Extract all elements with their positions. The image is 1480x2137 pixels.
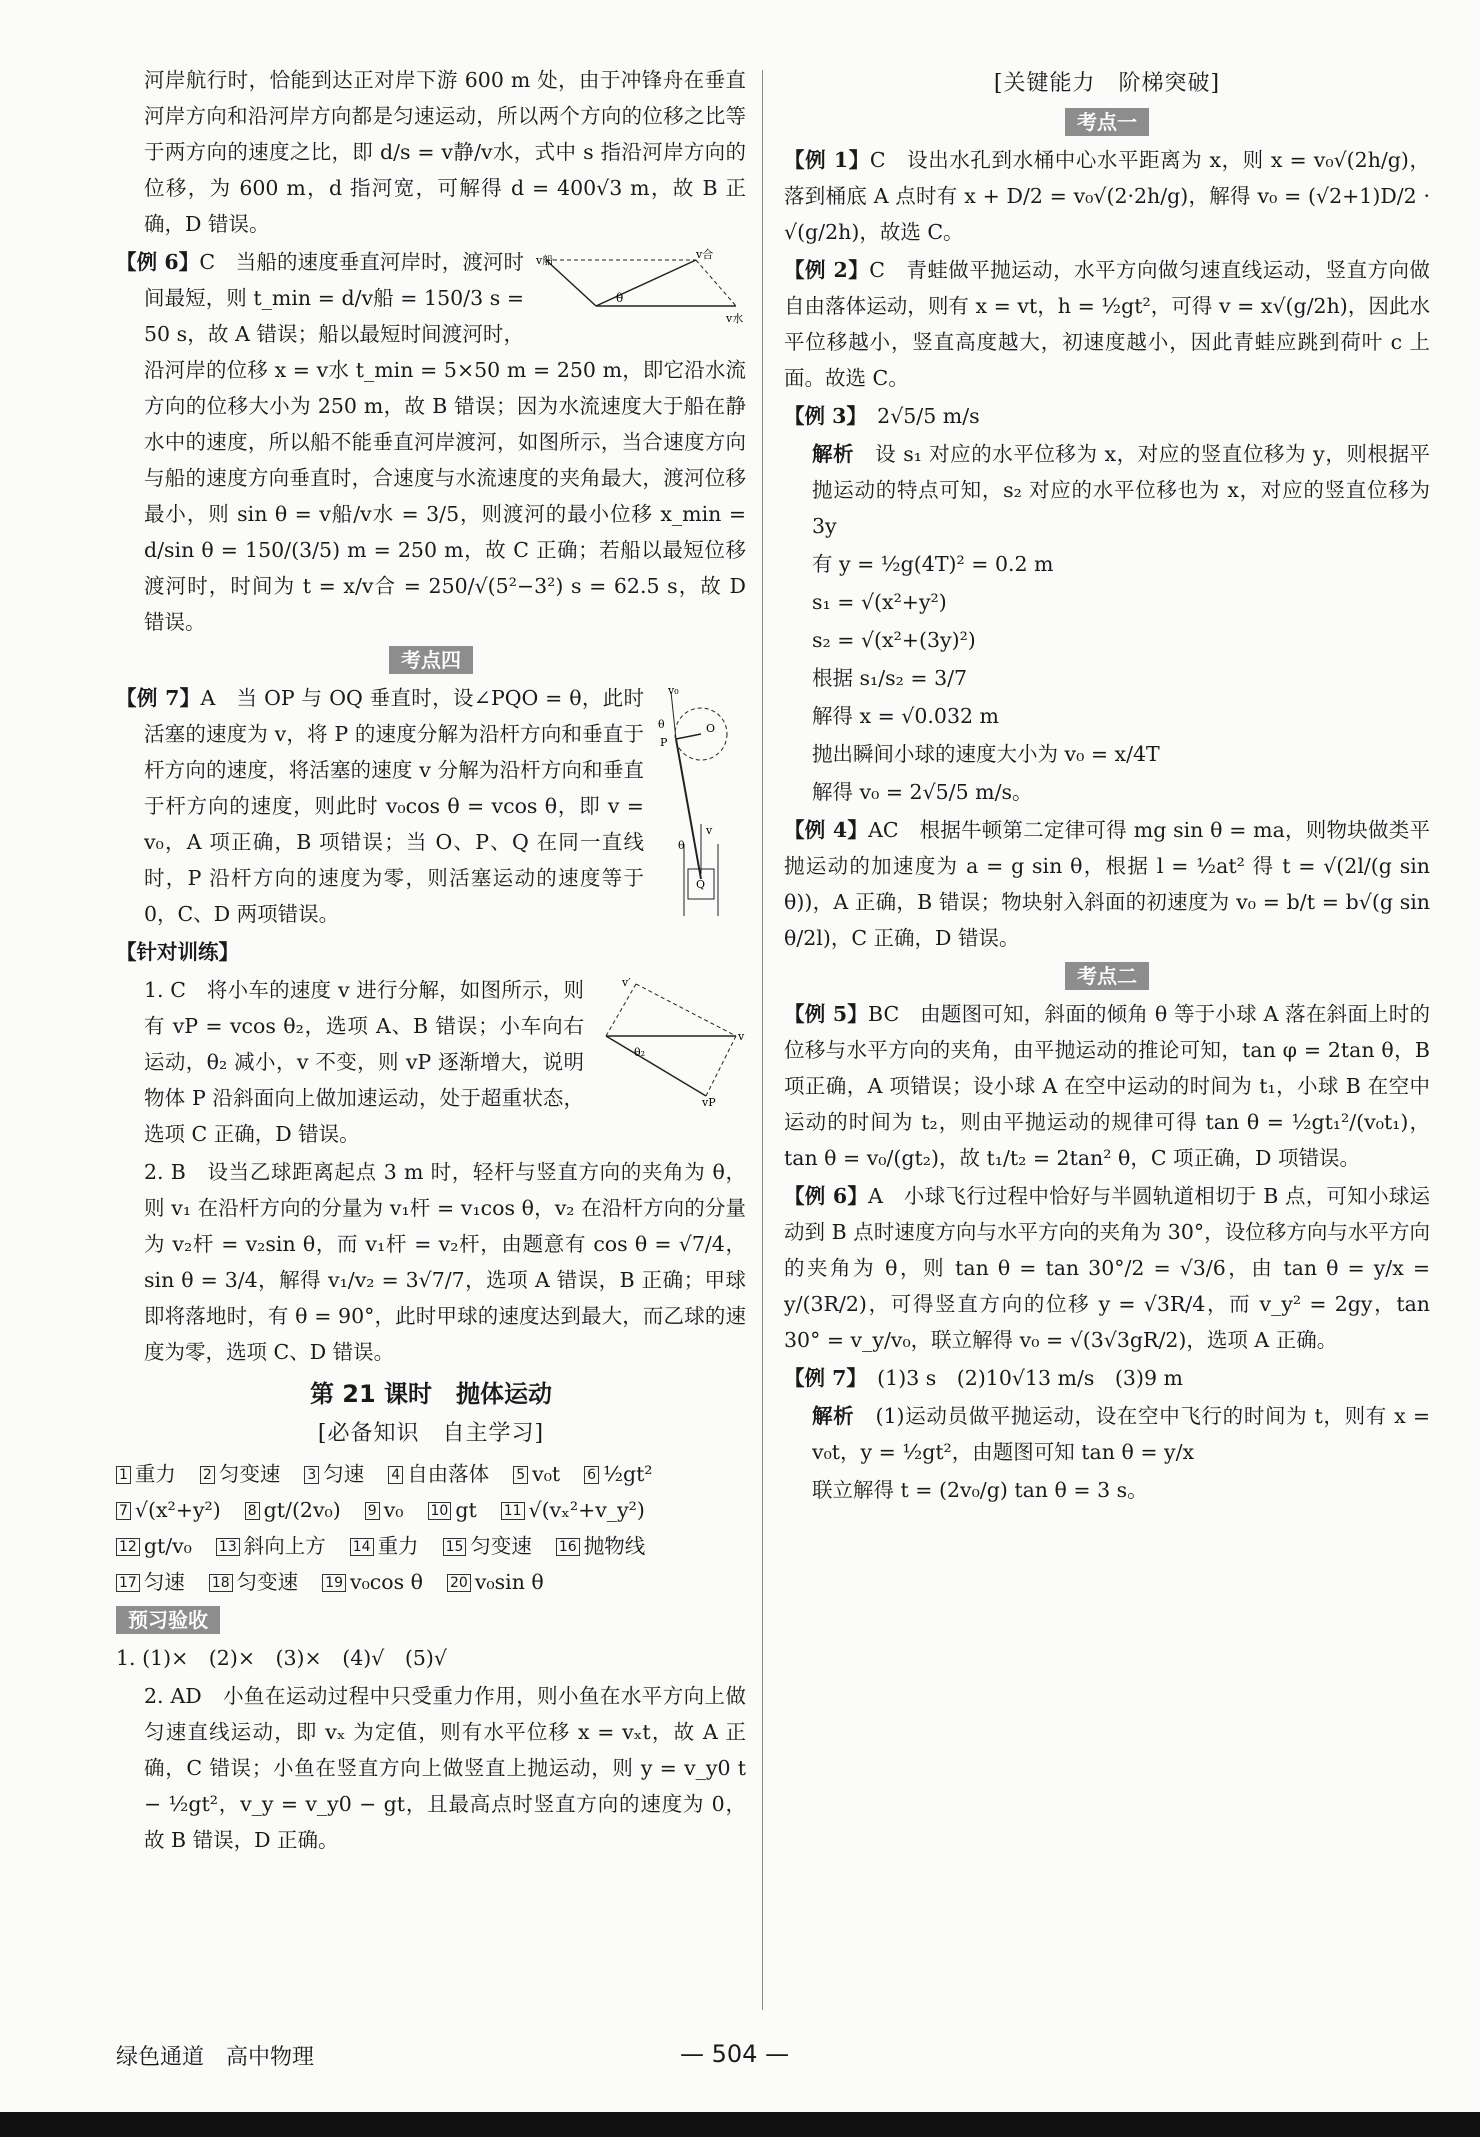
right-example-7 <box>784 1360 1430 1396</box>
fig-label: v <box>706 824 713 837</box>
preview-item-2: 2. AD 小鱼在运动过程中只受重力作用，则小鱼在水平方向上做匀速直线运动，即 vₓ 为定值，则有水平位移 x = vₓt，故 A 正确，C 错误；小鱼在竖直方向上做竖直上抛运动，则 y = v_y0 t − ½gt²，v_y = v_y0 − gt，且最高点时竖直方向的速度为 0，故 B 错误，D 正确。 <box>144 1684 746 1852</box>
answer-number: 17 <box>116 1574 140 1592</box>
lesson-title: 第 21 课时 抛体运动 <box>309 1380 553 1408</box>
analysis-7-end: 联立解得 t = (2v₀/g) tan θ = 3 s。 <box>812 1478 1148 1502</box>
formula-line: 有 y = ½g(4T)² = 0.2 m <box>812 552 1054 576</box>
piston-figure <box>656 684 746 924</box>
fig-label: θ <box>678 839 685 852</box>
answer-text: gt/v₀ <box>143 1534 192 1558</box>
fill-blank-answers <box>116 1456 746 1600</box>
analysis-label: 解析 <box>812 1404 855 1428</box>
fill-answer <box>428 1492 477 1528</box>
answer-text: 匀变速 <box>218 1462 281 1486</box>
answer-text: gt/(2v₀) <box>263 1498 341 1522</box>
example-7-left <box>116 680 746 932</box>
fill-answer <box>350 1528 419 1564</box>
right-example-1 <box>784 142 1430 250</box>
cart-velocity-figure <box>596 976 746 1106</box>
answer-number: 5 <box>513 1466 528 1484</box>
example-6-left <box>116 244 746 640</box>
section-badge: 考点四 <box>389 646 473 674</box>
answer-number: 12 <box>116 1538 140 1556</box>
page-number: — 504 — <box>680 2040 790 2068</box>
training-item-1 <box>116 972 746 1152</box>
example-label: 【例 1】 <box>784 148 870 172</box>
answer-text: √(x²+y²) <box>134 1498 221 1522</box>
example-text: C 青蛙做平抛运动，水平方向做匀速直线运动，竖直方向做自由落体运动，则有 x = vt，h = ½gt²，可得 v = x√(g/2h)，因此水平位移越小，竖直高度越大，初速度越小，因此青蛙应跳到荷叶 c 上面。故选 C。 <box>784 258 1431 390</box>
answer-number: 9 <box>365 1502 380 1520</box>
answer-number: 10 <box>428 1502 452 1520</box>
fill-answer <box>116 1492 221 1528</box>
fill-answer <box>116 1456 176 1492</box>
formula-line: 解得 v₀ = 2√5/5 m/s。 <box>812 780 1033 804</box>
fill-answer <box>245 1492 341 1528</box>
fill-answer <box>443 1528 532 1564</box>
answer-number: 16 <box>556 1538 580 1556</box>
right-example-4 <box>784 812 1430 956</box>
formula-line: s₁ = √(x²+y²) <box>812 590 947 614</box>
answer-text: 斜向上方 <box>243 1534 326 1558</box>
fill-answer <box>116 1564 185 1600</box>
formula-line: s₂ = √(x²+(3y)²) <box>812 628 976 652</box>
fill-answer <box>116 1528 192 1564</box>
answer-text: v₀t <box>532 1462 561 1486</box>
formula-line: 抛出瞬间小球的速度大小为 v₀ = x/4T <box>812 742 1160 766</box>
right-example-3 <box>784 398 1430 434</box>
answer-text: 重力 <box>377 1534 419 1558</box>
left-column <box>116 62 746 1860</box>
answer-number: 20 <box>447 1574 471 1592</box>
section-badge: 考点二 <box>1065 962 1149 990</box>
example-label: 【例 3】 <box>784 404 857 428</box>
answer-number: 8 <box>245 1502 260 1520</box>
example-text: C 当船的速度垂直河岸时，渡河时间最短，则 t_min = d/v船 = 150/3 s = 50 s，故 A 错误；船以最短时间渡河时，沿河岸的位移 x = v水 t_min = 5×50 m = 250 m，即它沿水流方向的位移大小为 250 m，故 B 错误；因为水流速度大于船在静水中的速度，所以船不能垂直河岸渡河，如图所示，当合速度方向与船的速度方向垂直时，合速度与水流速度的夹角最大，渡河位移最小，则 sin θ = v船/v水 = 3/5，则渡河的最小位移 x_min = d/sin θ = 150/(3/5) m = 250 m，故 C 正确；若船以最短位移渡河时，时间为 t = x/v合 = 250/√(5²−3²) s = 62.5 s，故 D 错误。 <box>144 250 746 634</box>
fill-answer <box>447 1564 544 1600</box>
answer: 2√5/5 m/s <box>877 404 980 428</box>
fig-label: θ₂ <box>634 1046 646 1059</box>
fig-label: v₀ <box>668 684 679 697</box>
fig-label: θ <box>616 291 624 305</box>
answer-text: v₀cos θ <box>349 1570 423 1594</box>
answer: (1)3 s (2)10√13 m/s (3)9 m <box>877 1366 1183 1390</box>
example-label: 【例 7】 <box>784 1366 857 1390</box>
answer-number: 14 <box>350 1538 374 1556</box>
answer-number: 19 <box>322 1574 346 1592</box>
example-label: 【例 7】 <box>116 686 201 710</box>
training-item-2: 2. B 设当乙球距离起点 3 m 时，轻杆与竖直方向的夹角为 θ，则 v₁ 在沿杆方向的分量为 v₁杆 = v₁cos θ，v₂ 在沿杆方向的分量为 v₂杆 = v₂sin θ，而 v₁杆 = v₂杆，由题意有 cos θ = √7/4，sin θ = 3/4，解得 v₁/v₂ = 3√7/7，选项 A 错误，B 正确；甲球即将落地时，有 θ = 90°，此时甲球的速度达到最大，而乙球的速度为零，选项 C、D 错误。 <box>144 1160 746 1364</box>
fig-label: v合 <box>696 248 714 261</box>
example-text: BC 由题图可知，斜面的倾角 θ 等于小球 A 落在斜面上时的位移与水平方向的夹角，由平抛运动的推论可知，tan φ = 2tan θ，B 项正确，A 项错误；设小球 A 在空中运动的时间为 t₁，小球 B 在空中运动的时间为 t₂，则由平抛运动的规律可得 tan θ = ½gt₁²/(v₀t₁)，tan θ = v₀/(gt₂)，故 t₁/t₂ = 2tan² θ，C 项正确，D 项错误。 <box>784 1002 1431 1170</box>
paragraph-continuation: 河岸航行时，恰能到达正对岸下游 600 m 处，由于冲锋舟在垂直河岸方向和沿河岸方向都是匀速运动，所以两个方向的位移之比等于两方向的速度之比，即 d/s = v静/v水，式中 s 指沿河岸方向的位移，为 600 m，d 指河宽，可解得 d = 400√3 m，故 B 正确，D 错误。 <box>144 68 746 236</box>
column-divider <box>762 70 763 2010</box>
right-column <box>784 62 1430 1510</box>
fill-answer <box>322 1564 423 1600</box>
analysis-label: 解析 <box>812 442 855 466</box>
example-label: 【例 5】 <box>784 1002 869 1026</box>
analysis-7 <box>784 1398 1430 1470</box>
example-label: 【例 2】 <box>784 258 870 282</box>
answer-text: 抛物线 <box>583 1534 646 1558</box>
right-example-6 <box>784 1178 1430 1358</box>
right-example-2 <box>784 252 1430 396</box>
answer-number: 1 <box>116 1466 131 1484</box>
answer-text: 重力 <box>134 1462 176 1486</box>
fill-answer <box>388 1456 489 1492</box>
preview-badge: 预习验收 <box>116 1606 220 1634</box>
training-label: 【针对训练】 <box>116 940 239 964</box>
fill-answer <box>304 1456 364 1492</box>
example-label: 【例 4】 <box>784 818 869 842</box>
answer-text: 匀速 <box>143 1570 185 1594</box>
fig-label: θ <box>658 718 665 731</box>
fill-answer <box>513 1456 560 1492</box>
example-label: 【例 6】 <box>784 1184 869 1208</box>
answer-text: 匀变速 <box>236 1570 299 1594</box>
answer-number: 18 <box>209 1574 233 1592</box>
fig-label: v水 <box>726 312 744 325</box>
bottom-scan-edge <box>0 2112 1480 2137</box>
example-label: 【例 6】 <box>116 250 200 274</box>
answer-number: 2 <box>200 1466 215 1484</box>
answer-number: 4 <box>388 1466 403 1484</box>
fig-label: v船 <box>536 254 554 267</box>
analysis-3-lines <box>784 546 1430 810</box>
answer-number: 7 <box>116 1502 131 1520</box>
fill-answer <box>216 1528 326 1564</box>
answer-text: gt <box>455 1498 477 1522</box>
training-text: 1. C 将小车的速度 v 进行分解，如图所示，则有 vP = vcos θ₂，选项 A、B 错误；小车向右运动，θ₂ 减小，v 不变，则 vP 逐渐增大，说明物体 P 沿斜面向上做加速运动，处于超重状态，选项 C 正确，D 错误。 <box>144 978 584 1146</box>
answer-text: ½gt² <box>603 1462 653 1486</box>
answer-number: 15 <box>443 1538 467 1556</box>
section-heading: [必备知识 自主学习] <box>317 1421 545 1446</box>
answer-number: 3 <box>304 1466 319 1484</box>
section-badge: 考点一 <box>1065 108 1149 136</box>
fig-label: P <box>660 736 668 749</box>
answer-number: 11 <box>501 1502 525 1520</box>
answer-text: 匀变速 <box>470 1534 532 1558</box>
formula-line: 解得 x = √0.032 m <box>812 704 999 728</box>
answer-text: v₀sin θ <box>474 1570 544 1594</box>
fill-answer <box>556 1528 645 1564</box>
answer-text: √(vₓ²+v_y²) <box>528 1498 645 1522</box>
fig-label: O <box>706 722 716 735</box>
fill-answer <box>365 1492 404 1528</box>
example-text: AC 根据牛顿第二定律可得 mg sin θ = ma，则物块做类平抛运动的加速度为 a = g sin θ，根据 l = ½at² 得 t = √(2l/(g sin θ))，A 正确，B 错误；物块射入斜面的初速度为 v₀ = b/t = b√(g sin θ/2l)，C 正确，D 错误。 <box>784 818 1430 950</box>
answer-number: 6 <box>584 1466 599 1484</box>
fig-label: v′ <box>622 976 631 989</box>
fill-answer <box>209 1564 298 1600</box>
fig-label: Q <box>696 878 706 891</box>
boat-velocity-figure <box>536 248 746 328</box>
fill-answer <box>200 1456 280 1492</box>
answer-number: 13 <box>216 1538 240 1556</box>
formula-line: 根据 s₁/s₂ = 3/7 <box>812 666 968 690</box>
answer-text: 自由落体 <box>407 1462 490 1486</box>
example-text: A 当 OP 与 OQ 垂直时，设∠PQO = θ，此时活塞的速度为 v，将 P 的速度分解为沿杆方向和垂直于杆方向的速度，将活塞的速度 v 分解为沿杆方向和垂直于杆方向的速度，则此时 v₀cos θ = vcos θ，即 v = v₀，A 项正确，B 项错误；当 O、P、Q 在同一直线时，P 沿杆方向的速度为零，则活塞运动的速度等于 0，C、D 两项错误。 <box>144 686 645 926</box>
answer-text: 匀速 <box>323 1462 365 1486</box>
preview-item-1: 1. (1)× (2)× (3)× (4)√ (5)√ <box>116 1646 447 1670</box>
section-heading: [关键能力 阶梯突破] <box>993 71 1221 96</box>
fig-label: vP <box>702 1096 716 1106</box>
answer-text: v₀ <box>383 1498 404 1522</box>
analysis-text: 设 s₁ 对应的水平位移为 x，对应的竖直位移为 y，则根据平抛运动的特点可知，s₂ 对应的水平位移也为 x，对应的竖直位移为 3y <box>812 442 1431 538</box>
footer-book-title: 绿色通道 高中物理 <box>116 2045 315 2070</box>
fill-answer <box>501 1492 645 1528</box>
fill-answer <box>584 1456 652 1492</box>
analysis-text: (1)运动员做平抛运动，设在空中飞行的时间为 t，则有 x = v₀t，y = ½gt²，由题图可知 tan θ = y/x <box>812 1404 1431 1464</box>
example-text: C 设出水孔到水桶中心水平距离为 x，则 x = v₀√(2h/g)，落到桶底 A 点时有 x + D/2 = v₀√(2·2h/g)，解得 v₀ = (√2+1)D/2 · √(g/2h)，故选 C。 <box>784 148 1431 244</box>
example-text: A 小球飞行过程中恰好与半圆轨道相切于 B 点，可知小球运动到 B 点时速度方向与水平方向的夹角为 30°，设位移方向与水平方向的夹角为 θ，则 tan θ = tan 30°/2 = √3/6，由 tan θ = y/x = y/(3R/2)，可得竖直方向的位移 y = √3R/4，而 v_y² = 2gy，tan 30° = v_y/v₀，联立解得 v₀ = √(3√3gR/2)，选项 A 正确。 <box>784 1184 1430 1352</box>
analysis-3 <box>784 436 1430 544</box>
right-example-5 <box>784 996 1430 1176</box>
fig-label: v <box>738 1030 745 1043</box>
